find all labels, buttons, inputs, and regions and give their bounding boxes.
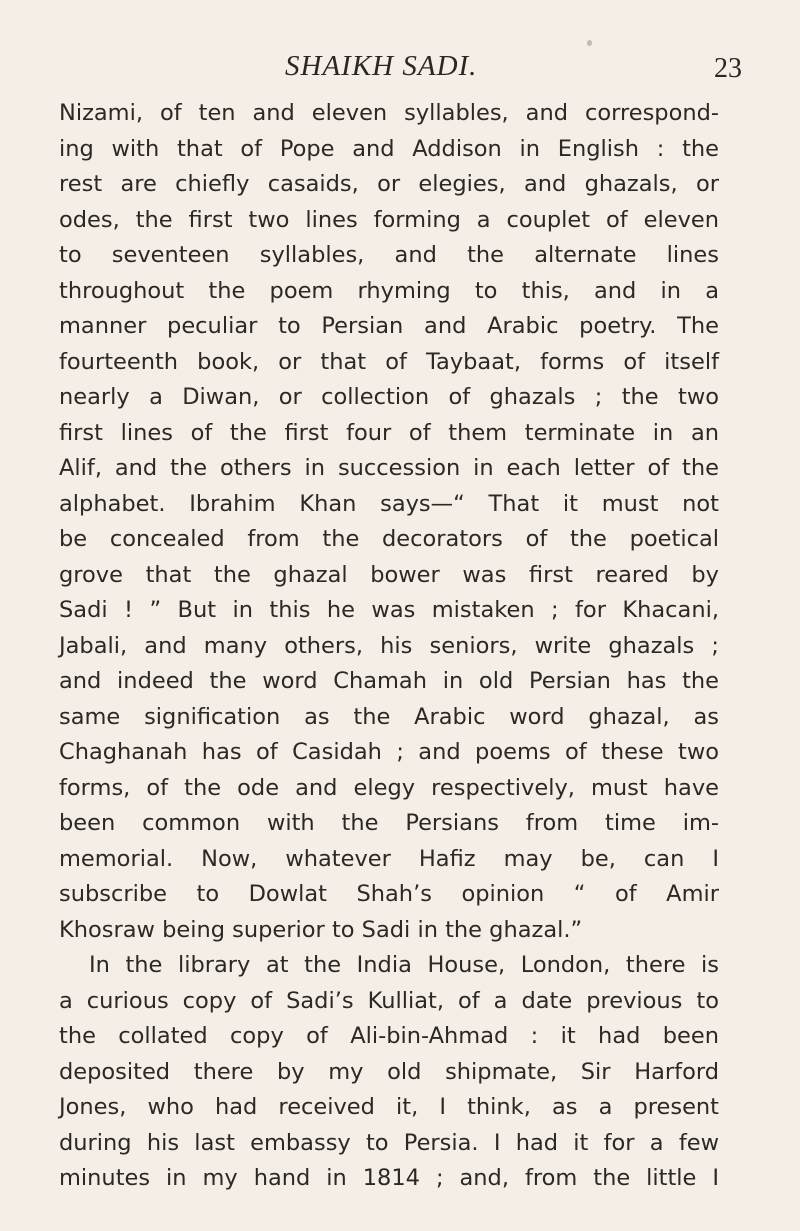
text-line: grove that the ghazal bower was first reared by (59, 561, 719, 588)
text-line: memorial. Now, whatever Hafiz may be, can I (59, 845, 719, 872)
text-line: subscribe to Dowlat Shah’s opinion “ of Amir (59, 881, 719, 907)
text-line: rest are chiefly casaids, or elegies, and ghazals, or (59, 171, 719, 197)
text-line: Nizami, of ten and eleven syllables, and correspond- (59, 100, 719, 126)
text-line: Khosraw being superior to Sadi in the ghazal.” (59, 916, 583, 943)
text-line: during his last embassy to Persia. I had it for a few (59, 1129, 719, 1156)
page-number: 23 (714, 53, 742, 84)
text-line: first lines of the first four of them terminate in an (59, 419, 719, 446)
text-line: throughout the poem rhyming to this, and in a (59, 277, 719, 304)
text-line: ing with that of Pope and Addison in English : the (59, 135, 719, 162)
text-line: be concealed from the decorators of the poetical (59, 526, 719, 552)
text-line: alphabet. Ibrahim Khan says—“ That it must not (59, 490, 719, 517)
text-line: Jabali, and many others, his seniors, write ghazals ; (59, 632, 719, 659)
text-line: deposited there by my old shipmate, Sir Harford (59, 1058, 719, 1085)
text-line: forms, of the ode and elegy respectively, must have (59, 774, 719, 801)
running-head (0, 50, 800, 90)
paper-speck (587, 40, 592, 46)
text-line: same signification as the Arabic word ghazal, as (59, 703, 719, 730)
body-text (59, 96, 719, 1197)
text-line: odes, the first two lines forming a couplet of eleven (59, 206, 719, 233)
text-line: Chaghanah has of Casidah ; and poems of these two (59, 739, 719, 765)
text-line: nearly a Diwan, or collection of ghazals ; the two (59, 384, 719, 410)
text-line: minutes in my hand in 1814 ; and, from the little I (59, 1165, 719, 1191)
text-line: to seventeen syllables, and the alternate lines (59, 242, 719, 268)
text-line: Jones, who had received it, I think, as a present (59, 1094, 719, 1120)
text-line: manner peculiar to Persian and Arabic poetry. The (59, 313, 719, 339)
text-line: fourteenth book, or that of Taybaat, forms of itself (59, 348, 719, 375)
text-line: been common with the Persians from time im- (59, 810, 719, 836)
text-line: the collated copy of Ali-bin-Ahmad : it had been (59, 1023, 719, 1049)
running-title: SHAIKH SADI. (285, 50, 478, 82)
text-line: and indeed the word Chamah in old Persian has the (59, 668, 719, 694)
text-line: Alif, and the others in succession in each letter of the (59, 455, 719, 481)
text-line: Sadi ! ” But in this he was mistaken ; for Khacani, (59, 597, 719, 623)
paragraph-first-line: In the library at the India House, London, there is (89, 952, 719, 978)
text-line: a curious copy of Sadi’s Kulliat, of a date previous to (59, 987, 719, 1014)
